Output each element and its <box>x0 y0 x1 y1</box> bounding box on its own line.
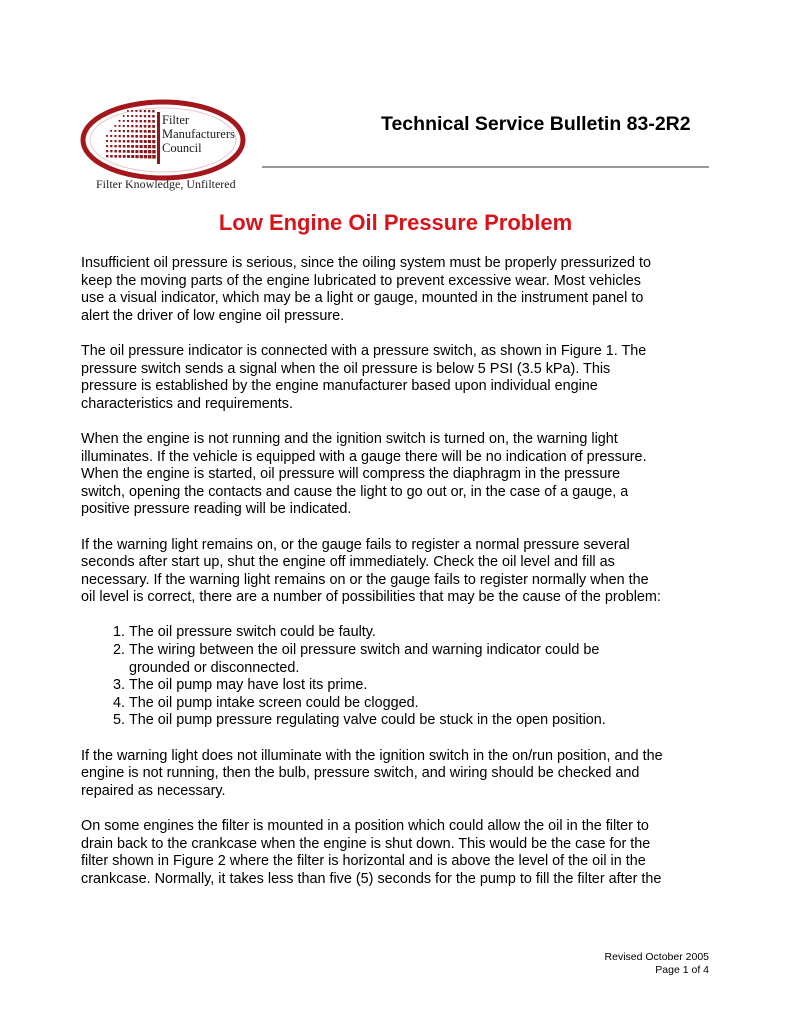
p2-line: pressure switch sends a signal when the oil pressure is below 5 PSI (3.5 kPa). This <box>81 360 611 377</box>
p2-line: The oil pressure indicator is connected with a pressure switch, as shown in Figure 1. The <box>81 342 647 359</box>
list-item <box>129 677 721 695</box>
p3-line: When the engine is not running and the ignition switch is turned on, the warning light <box>81 430 618 447</box>
logo-dot <box>135 110 137 112</box>
p4-line: oil level is correct, there are a number of possibilities that may be the cause of the problem: <box>81 589 661 606</box>
logo-dot <box>114 140 116 142</box>
logo-dot <box>110 145 112 147</box>
logo-dot <box>114 125 116 127</box>
p3-line: When the engine is started, oil pressure will compress the diaphragm in the pressure <box>81 466 621 483</box>
logo-wordmark <box>162 113 235 155</box>
logo-dot <box>114 155 117 158</box>
p1-line: use a visual indicator, which may be a light or gauge, mounted in the instrument panel to <box>81 290 644 307</box>
p5-line: repaired as necessary. <box>81 782 226 799</box>
logo-dot <box>114 150 116 152</box>
logo-dot <box>144 155 147 158</box>
logo-dot <box>131 155 134 158</box>
list-item-text: 1. The oil pressure switch could be faulty. <box>129 624 376 641</box>
logo-dot <box>152 110 154 112</box>
p4-line: necessary. If the warning light remains on or the gauge fails to register normally when the <box>81 571 649 588</box>
p4-line: seconds after start up, shut the engine off immediately. Check the oil level and fill as <box>81 554 615 571</box>
list-item <box>129 624 721 642</box>
p6-line: drain back to the crankcase when the engine is shut down. This would be the case for the <box>81 835 651 852</box>
logo-dot <box>131 110 133 112</box>
logo-dot <box>148 110 150 112</box>
paragraph-3 <box>81 431 721 519</box>
logo-dot <box>114 135 116 137</box>
logo-tagline: Filter Knowledge, Unfiltered <box>96 177 236 191</box>
logo-dot <box>106 140 108 142</box>
logo-dot <box>114 130 116 132</box>
logo-line-3: Council <box>162 141 202 155</box>
paragraph-4 <box>81 537 721 607</box>
logo-dot <box>110 130 112 132</box>
list-item <box>129 695 721 713</box>
logo-dot <box>140 155 143 158</box>
p6-line: filter shown in Figure 2 where the filter is horizontal and is above the level of the oil in the <box>81 853 646 870</box>
p3-line: illuminates. If the vehicle is equipped with a gauge there will be no indication of pressure. <box>81 448 647 465</box>
document-body <box>81 255 721 906</box>
logo-dot <box>106 150 108 152</box>
p6-line: crankcase. Normally, it takes less than five (5) seconds for the pump to fill the filter after the <box>81 870 662 887</box>
bulletin-title: Technical Service Bulletin 83-2R2 <box>381 113 691 135</box>
list-item-text: 2. The wiring between the oil pressure switch and warning indicator could be <box>129 642 600 659</box>
p3-line: switch, opening the contacts and cause the light to go out or, in the case of a gauge, a <box>81 483 629 500</box>
document-title: Low Engine Oil Pressure Problem <box>218 210 573 235</box>
logo-dot <box>110 155 112 157</box>
p6-line: On some engines the filter is mounted in a position which could allow the oil in the filter to <box>81 818 649 834</box>
logo-dot <box>114 145 116 147</box>
list-item-text: 4. The oil pump intake screen could be clogged. <box>129 694 419 711</box>
logo-dot <box>127 110 129 112</box>
logo-dot <box>106 135 108 137</box>
logo-dot <box>110 135 112 137</box>
list-item <box>129 712 721 730</box>
p1-line: alert the driver of low engine oil pressure. <box>81 307 345 324</box>
p1-line: keep the moving parts of the engine lubricated to prevent excessive wear. Most vehicles <box>81 272 641 289</box>
logo-dot <box>106 155 108 157</box>
logo-dot <box>123 155 126 158</box>
logo-dot <box>119 155 122 158</box>
page-footer <box>605 951 709 977</box>
p5-line: engine is not running, then the bulb, pressure switch, and wiring should be checked and <box>81 765 640 782</box>
logo-dot <box>110 140 112 142</box>
list-item-text: 3. The oil pump may have lost its prime. <box>129 677 368 694</box>
paragraph-5 <box>81 748 721 801</box>
page-number: Page 1 of 4 <box>655 964 709 976</box>
logo-line-2: Manufacturers <box>162 127 235 141</box>
p3-line: positive pressure reading will be indicated. <box>81 501 352 518</box>
p5-line: If the warning light does not illuminate with the ignition switch in the on/run position, and the <box>81 747 663 764</box>
logo-dot <box>140 110 142 112</box>
list-item-text: 5. The oil pump pressure regulating valve could be stuck in the open position. <box>129 712 606 729</box>
logo-dot <box>135 155 138 158</box>
logo-line-1: Filter <box>162 113 190 127</box>
logo-dot <box>106 145 108 147</box>
paragraph-6 <box>81 818 721 888</box>
logo-dot <box>148 155 151 158</box>
logo-dot <box>110 150 112 152</box>
logo-dot <box>144 110 146 112</box>
list-item <box>129 642 721 677</box>
paragraph-1 <box>81 255 721 325</box>
possible-causes-list <box>81 624 721 730</box>
paragraph-2 <box>81 343 721 413</box>
revision-date: Revised October 2005 <box>604 951 709 963</box>
p4-line: If the warning light remains on, or the gauge fails to register a normal pressure several <box>81 536 630 553</box>
header-divider <box>262 166 709 168</box>
logo-dot <box>127 155 130 158</box>
p2-line: pressure is established by the engine manufacturer based upon individual engine <box>81 378 598 395</box>
p1-line: Insufficient oil pressure is serious, since the oiling system must be properly pressurized to <box>81 255 652 271</box>
list-item-text: grounded or disconnected. <box>129 659 300 676</box>
p2-line: characteristics and requirements. <box>81 395 293 412</box>
logo-dot <box>152 155 156 159</box>
